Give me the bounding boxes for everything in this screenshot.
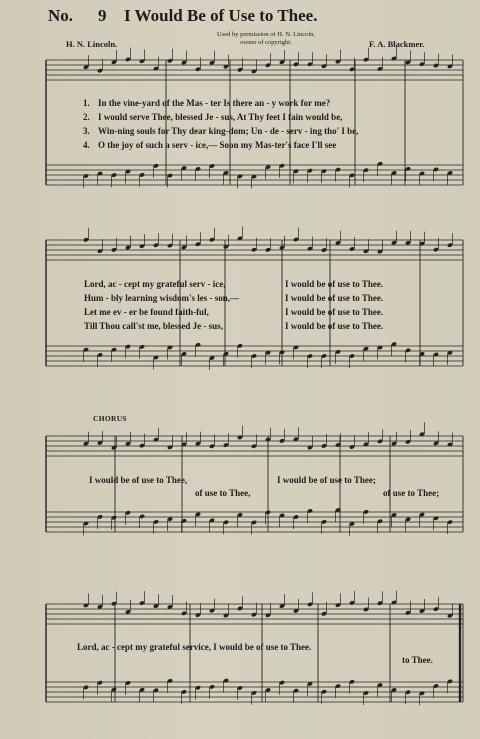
hymn-title: [48, 6, 317, 26]
verse-label: 1.: [83, 98, 90, 108]
verse-label: 3.: [83, 126, 90, 136]
lyric-line: I would serve Thee, blessed Je - sus, At Thy feet I fain would be,: [98, 112, 343, 122]
chorus-lyric: to Thee.: [402, 655, 433, 665]
verse-label: 4.: [83, 140, 90, 150]
number-label: No.: [48, 6, 74, 25]
lyric-line: In the vine-yard of the Mas - ter Is there an - y work for me?: [98, 98, 331, 108]
hymn-number: 9: [98, 6, 107, 25]
chorus-lyric: of use to Thee;: [383, 488, 440, 498]
chorus-lyric: I would be of use to Thee,: [89, 475, 188, 485]
verse-label: 2.: [83, 112, 90, 122]
title-text: I Would Be of Use to Thee.: [124, 6, 318, 25]
chorus-lyric: I would be of use to Thee;: [277, 475, 376, 485]
lyric-line: Let me ev - er be found faith-ful,: [84, 307, 209, 317]
lyric-line: I would be of use to Thee.: [285, 321, 384, 331]
lyric-line: Till Thou call'st me, blessed Je - sus,: [84, 321, 223, 331]
lyric-line: Win-ning souls for Thy dear king-dom; Un - de - serv - ing tho' I be,: [98, 126, 359, 136]
composer: F. A. Blackmer.: [369, 39, 425, 49]
lyric-line: Lord, ac - cept my grateful serv - ice,: [84, 279, 226, 289]
lyricist: H. N. Lincoln.: [66, 39, 118, 49]
lyric-line: Hum - bly learning wisdom's les - son,—: [84, 293, 240, 303]
lyric-line: I would be of use to Thee.: [285, 307, 384, 317]
permission-note: Used by permission of H. N. Lincoln, owner of copyright.: [216, 31, 316, 46]
chorus-lyric: of use to Thee,: [195, 488, 251, 498]
lyric-line: O the joy of such a serv - ice,— Soon my Mas-ter's face I'll see: [98, 140, 337, 150]
chorus-label: CHORUS: [93, 414, 127, 423]
lyric-line: I would be of use to Thee.: [285, 293, 384, 303]
lyric-line: I would be of use to Thee.: [285, 279, 384, 289]
chorus-lyric: Lord, ac - cept my grateful service, I would be of use to Thee.: [77, 642, 312, 652]
